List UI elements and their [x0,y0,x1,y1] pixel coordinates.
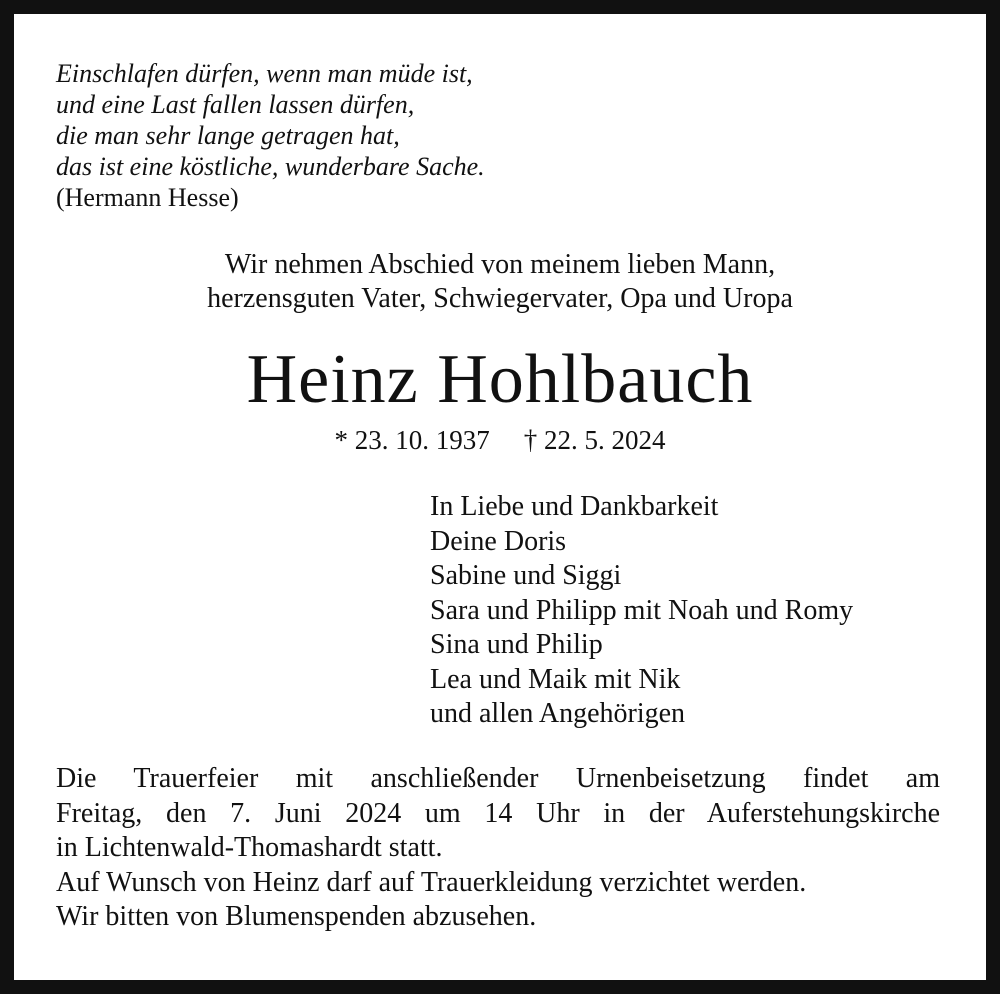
birth-date: * 23. 10. 1937 [334,425,490,455]
funeral-notice [56,762,940,935]
mourners-list [430,490,853,732]
notice-line-2: Freitag, den 7. Juni 2024 um 14 Uhr in der Auferstehungskirche [56,797,940,829]
poem-quote [56,58,485,213]
farewell-intro [0,248,1000,316]
notice-line-5: Wir bitten von Blumenspenden abzusehen. [56,901,537,932]
mourner-line: In Liebe und Dankbarkeit [430,491,719,522]
notice-line-4: Auf Wunsch von Heinz darf auf Trauerkleidung verzichtet werden. [56,866,807,898]
death-date: † 22. 5. 2024 [523,425,666,455]
mourner-line: Sina und Philip [430,629,603,660]
intro-line-2: herzensguten Vater, Schwiegervater, Opa und Uropa [207,283,793,314]
poem-attribution: (Hermann Hesse) [56,183,239,212]
mourner-line: Sabine und Siggi [430,560,622,591]
poem-line: das ist eine köstliche, wunderbare Sache. [56,152,485,181]
poem-line: und eine Last fallen lassen dürfen, [56,90,415,119]
notice-line-1: Die Trauerfeier mit anschließender Urnenbeisetzung findet am [56,763,940,794]
mourner-line: Deine Doris [430,525,567,557]
life-dates [0,424,1000,456]
mourner-line: Sara und Philipp mit Noah und Romy [430,594,854,626]
intro-line-1: Wir nehmen Abschied von meinem lieben Mann, [224,249,776,280]
poem-line: Einschlafen dürfen, wenn man müde ist, [56,59,473,88]
poem-line: die man sehr lange getragen hat, [56,121,400,150]
mourner-line: und allen Angehörigen [430,698,686,729]
mourner-line: Lea und Maik mit Nik [430,663,681,695]
notice-line-3: in Lichtenwald-Thomashardt statt. [56,832,443,863]
deceased-name: Heinz Hohlbauch [246,341,754,418]
